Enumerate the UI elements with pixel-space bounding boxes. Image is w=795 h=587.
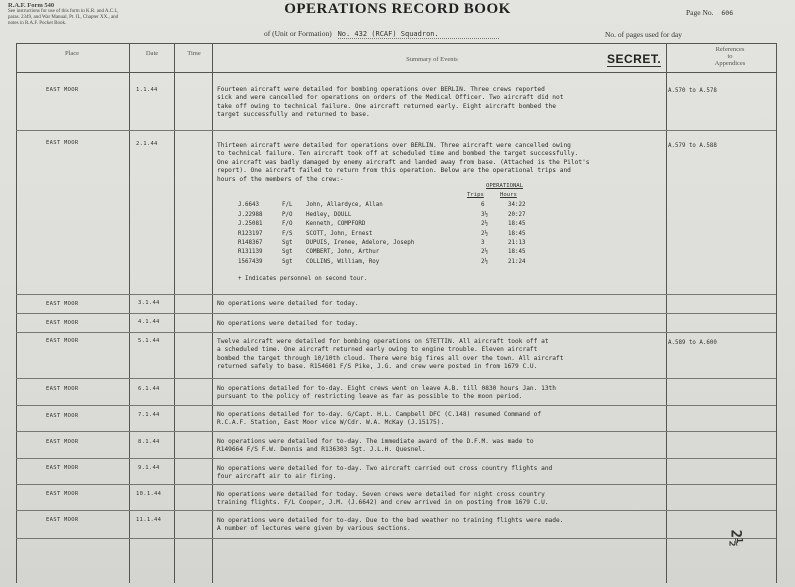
entry-summary <box>217 438 667 455</box>
crew-name: COMBERT, John, Arthur <box>306 249 380 255</box>
entry-place: EAST MOOR <box>46 338 79 344</box>
summary-line: Twelve aircraft were detailed for bombing operations on STETTIN. All aircraft took off at <box>217 338 549 345</box>
unit-label: of (Unit or Formation) <box>264 29 332 38</box>
crew-header-hours: Hours <box>500 192 517 198</box>
row-separator <box>16 313 776 314</box>
unit-line <box>264 29 499 38</box>
crew-row <box>238 231 568 239</box>
page-number-label: Page No. <box>686 8 714 17</box>
summary-line: take off owing to technical failure. One aircraft returned early. Eight aircraft bombed the <box>217 102 556 110</box>
crew-row <box>238 221 568 229</box>
crew-name: Hedley, DOULL <box>306 212 352 218</box>
entry-date: 5.1.44 <box>138 338 160 344</box>
col-header-date: Date <box>145 50 159 57</box>
entry-reference: A.579 to A.588 <box>668 143 717 149</box>
entry-date: 9.1.44 <box>138 465 160 471</box>
summary-line: A number of lectures were given by various sections. <box>217 525 411 533</box>
form-instruction-2: paras. 2349, and War Manual, Pt. II., Chapter XX., and <box>8 15 119 20</box>
row-separator <box>16 538 776 539</box>
page-number <box>686 8 733 17</box>
summary-line: One aircraft was badly damaged by enemy aircraft and landed away from base. (Attached is the Pilot's <box>217 158 590 166</box>
summary-line: No operations were detailed for to-day. The immediate award of the D.F.M. was made to <box>217 438 534 445</box>
crew-hours: 34:22 <box>508 202 526 208</box>
crew-rank: Sgt <box>282 240 293 246</box>
summary-line: Fourteen aircraft were detailed for bombing operations over BERLIN. Three crews reported <box>217 86 545 93</box>
summary-line: R149664 F/S F.W. Dennis and R136303 Sgt. J.L.H. Quesnel. <box>217 446 426 454</box>
summary-line: returned safely to base. R154601 F/S Pike, J.G. and crew were posted in from 1679 C.U. <box>217 363 538 371</box>
summary-line: No operations detailed for to-day. Eight crews went on leave A.B. till 0830 hours Jan. 13th <box>217 385 556 392</box>
row-separator <box>16 332 776 333</box>
summary-line: training flights. F/L Cooper, J.M. (J.6642) and crew arrived in on posting from 1679 C.U. <box>217 499 549 507</box>
row-separator <box>16 405 776 406</box>
crew-name: John, Allardyce, Allan <box>306 202 383 208</box>
row-separator <box>16 458 776 459</box>
corner-mark: 2½ <box>727 529 744 547</box>
entry-place: EAST MOOR <box>46 386 79 392</box>
summary-line: No operations detailed for to-day. G/Capt. H.L. Campbell DFC (C.148) resumed Command of <box>217 411 542 418</box>
entry-place: EAST MOOR <box>46 320 79 326</box>
entry-summary <box>217 491 667 508</box>
crew-hours: 18:45 <box>508 231 526 237</box>
crew-row <box>238 249 568 257</box>
crew-hours: 21:24 <box>508 259 526 265</box>
crew-name: SCOTT, John, Ernest <box>306 231 373 237</box>
row-separator <box>16 378 776 379</box>
entry-date: 3.1.44 <box>138 300 160 306</box>
col-header-summary: Summary of Events <box>406 56 458 63</box>
entry-place: EAST MOOR <box>46 140 79 146</box>
summary-line: hours of the members of the crew:- <box>217 175 344 183</box>
crew-name: Kenneth, COMPFORD <box>306 221 366 227</box>
summary-line: report). One aircraft failed to return from this operation. Below are the operational trips and <box>217 167 571 175</box>
entry-date: 2.1.44 <box>136 141 158 147</box>
entry-summary <box>217 517 667 534</box>
crew-trips: 3½ <box>481 212 488 218</box>
entry-place: EAST MOOR <box>46 465 79 471</box>
page-title: OPERATIONS RECORD BOOK <box>284 1 511 17</box>
entry-date: 7.1.44 <box>138 412 160 418</box>
grid-header-line <box>16 72 776 73</box>
entry-summary <box>217 320 667 328</box>
secret-marking: SECRET. <box>607 52 662 66</box>
summary-line: No operations were detailed for today. <box>217 320 359 327</box>
crew-trips: 6 <box>481 202 485 208</box>
form-instruction-3: notes in R.A.F. Pocket Book. <box>8 21 67 26</box>
entry-summary <box>217 465 667 482</box>
entry-summary <box>217 411 667 428</box>
row-separator <box>16 431 776 432</box>
form-number: R.A.F. Form 540 <box>8 2 55 9</box>
crew-service-no: R123197 <box>238 231 263 237</box>
entry-place: EAST MOOR <box>46 413 79 419</box>
crew-rank: Sgt <box>282 249 293 255</box>
summary-line: four aircraft air to air firing. <box>217 473 337 481</box>
crew-row <box>238 202 568 210</box>
crew-name: COLLINS, William, Roy <box>306 259 380 265</box>
row-separator <box>16 510 776 511</box>
crew-service-no: R131139 <box>238 249 263 255</box>
summary-line: R.C.A.F. Station, East Moor vice W/Cdr. W.A. McKay (J.15175). <box>217 419 445 427</box>
crew-trips: 3 <box>481 240 485 246</box>
crew-rank: Sgt <box>282 259 293 265</box>
crew-name: DUPUIS, Irenee, Adelore, Joseph <box>306 240 415 246</box>
entry-date: 4.1.44 <box>138 319 160 325</box>
summary-line: pursuant to the policy of restricting leave as far as possible to the moon period. <box>217 393 523 401</box>
crew-footnote-text: + Indicates personnel on second tour. <box>238 276 368 282</box>
summary-line: No operations were detailed for to-day. Two aircraft carried out cross country flights and <box>217 465 553 472</box>
summary-line: bombed the target through 10/10th cloud. There were big fires all over the town. All aircraft <box>217 354 564 362</box>
form-instruction-1: See instructions for use of this form in K.R. and A.C.I., <box>8 9 119 14</box>
entry-date: 10.1.44 <box>136 491 162 497</box>
entry-date: 6.1.44 <box>138 386 160 392</box>
summary-line: No operations were detailed for today. Seven crews were detailed for night cross country <box>217 491 545 498</box>
crew-hours: 18:45 <box>508 221 526 227</box>
entry-summary <box>217 86 667 120</box>
entry-summary <box>217 385 667 402</box>
crew-rank: F/S <box>282 231 293 237</box>
crew-rank: F/O <box>282 221 293 227</box>
summary-line: No operations were detailed for to-day. Due to the bad weather no training flights were made. <box>217 517 564 524</box>
summary-line: a scheduled time. One aircraft returned early owing to engine trouble. Eleven aircraft <box>217 346 538 354</box>
summary-line: to technical failure. Ten aircraft took off at scheduled time and bombed the target successfully. <box>217 150 579 158</box>
col-header-place: Place <box>64 50 80 57</box>
crew-row <box>238 212 568 220</box>
crew-trips: 2½ <box>481 221 488 227</box>
row-separator <box>16 484 776 485</box>
crew-header-operational: OPERATIONAL <box>486 183 524 189</box>
crew-service-no: R148367 <box>238 240 263 246</box>
entry-summary <box>217 142 667 184</box>
entry-reference: A.589 to A.600 <box>668 340 717 346</box>
crew-service-no: J.6643 <box>238 202 259 208</box>
crew-hours: 18:45 <box>508 249 526 255</box>
entry-date: 11.1.44 <box>136 517 162 523</box>
entry-summary <box>217 300 667 308</box>
entry-place: EAST MOOR <box>46 517 79 523</box>
crew-rank: F/L <box>282 202 293 208</box>
crew-hours: 21:13 <box>508 240 526 246</box>
entry-date: 1.1.44 <box>136 87 158 93</box>
entry-reference: A.570 to A.578 <box>668 88 717 94</box>
crew-footnote <box>238 276 568 284</box>
row-separator <box>16 130 776 131</box>
summary-line: target successfully and returned to base. <box>217 111 370 119</box>
entry-place: EAST MOOR <box>46 301 79 307</box>
page-number-value: 606 <box>721 9 734 17</box>
entry-place: EAST MOOR <box>46 439 79 445</box>
crew-service-no: J.22988 <box>238 212 263 218</box>
col-header-references: References to Appendices <box>714 46 746 67</box>
col-header-time: Time <box>187 50 201 57</box>
crew-rank: P/O <box>282 212 293 218</box>
row-separator <box>16 294 776 295</box>
entry-place: EAST MOOR <box>46 87 79 93</box>
crew-row <box>238 240 568 248</box>
crew-trips: 2½ <box>481 231 488 237</box>
summary-line: Thirteen aircraft were detailed for operations over BERLIN. Three aircraft were cancelled owing <box>217 142 571 149</box>
crew-header-trips: Trips <box>467 192 484 198</box>
crew-row <box>238 259 568 267</box>
crew-hours: 20:27 <box>508 212 526 218</box>
entry-place: EAST MOOR <box>46 491 79 497</box>
pages-used-label: No. of pages used for day <box>605 30 683 39</box>
crew-service-no: J.25081 <box>238 221 263 227</box>
crew-service-no: 1567439 <box>238 259 263 265</box>
crew-trips: 2½ <box>481 259 488 265</box>
crew-trips: 2½ <box>481 249 488 255</box>
summary-line: No operations were detailed for today. <box>217 300 359 307</box>
grid-right-border <box>776 43 777 583</box>
entry-date: 8.1.44 <box>138 439 160 445</box>
summary-line: sick and were cancelled for operations on orders of the Medical Officer. Two aircraft did not <box>217 94 564 102</box>
entry-summary <box>217 338 667 372</box>
grid-top-line <box>16 43 776 44</box>
unit-value: No. 432 (RCAF) Squadron. <box>338 30 499 39</box>
